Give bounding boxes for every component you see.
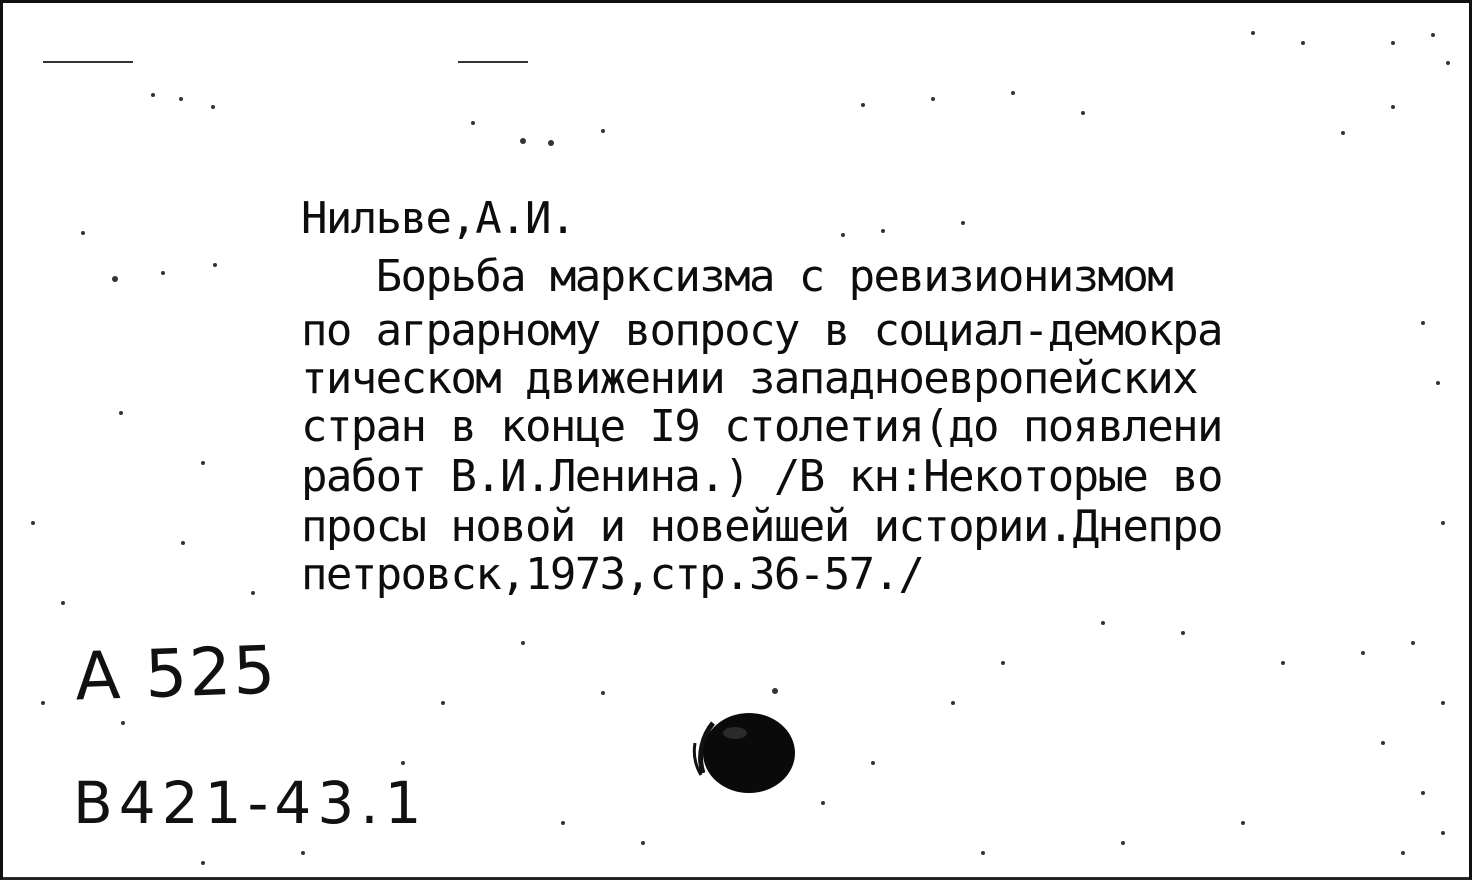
description-line-7: петровск,1973,стр.36-57./ (301, 549, 924, 600)
description-line-4: стран в конце I9 столетия(до появлени (301, 401, 1222, 452)
handwritten-shelf-mark: А 525 (73, 631, 279, 716)
author-name: Нильве,А.И. (301, 193, 575, 244)
description-line-5: работ В.И.Ленина.) /В кн:Некоторые во (301, 451, 1222, 502)
description-line-6: просы новой и новейшей истории.Днепро (301, 501, 1222, 552)
punch-hole-icon (685, 703, 805, 803)
description-line-2: по аграрному вопросу в социал-демокра (301, 305, 1222, 356)
handwritten-index-code: В421-43.1 (73, 769, 428, 837)
description-line-1: Борьба марксизма с ревизионизмом (301, 251, 1173, 302)
description-line-3: тическом движении западноевропейских (301, 353, 1198, 404)
